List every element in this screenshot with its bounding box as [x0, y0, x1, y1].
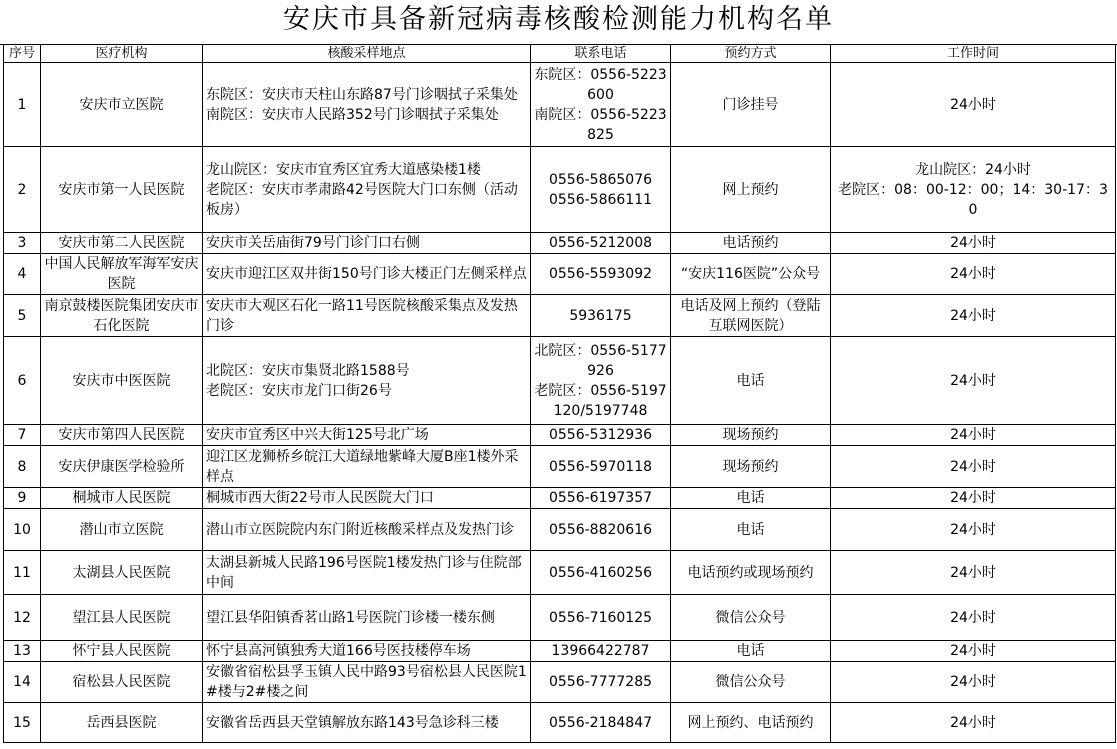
cell-site-line: 望江县华阳镇香茗山路1号医院门诊楼一楼东侧 — [206, 609, 495, 626]
cell-seq[interactable]: 6 — [4, 337, 41, 425]
cell-hours-line: 24小时 — [950, 96, 996, 113]
table-row — [4, 254, 1116, 295]
cell-phone[interactable] — [531, 425, 671, 446]
cell-site[interactable] — [203, 662, 531, 703]
cell-seq[interactable]: 1 — [4, 63, 41, 147]
cell-site-line: 安庆市宜秀区中兴大街125号北广场 — [206, 427, 429, 443]
cell-hours[interactable] — [831, 703, 1116, 743]
cell-hours[interactable] — [831, 147, 1116, 233]
cell-hours-line: 24小时 — [950, 372, 996, 389]
cell-booking[interactable]: 电话预约或现场预约 — [671, 551, 831, 595]
cell-hospital[interactable]: 怀宁县人民医院 — [41, 641, 203, 662]
cell-seq[interactable]: 3 — [4, 233, 41, 254]
cell-seq[interactable]: 7 — [4, 425, 41, 446]
cell-booking[interactable]: 电话 — [671, 488, 831, 509]
cell-phone[interactable] — [531, 147, 671, 233]
cell-phone-line: 北院区：0556-5177926 — [534, 342, 667, 379]
cell-phone[interactable] — [531, 641, 671, 662]
cell-hours[interactable] — [831, 509, 1116, 551]
cell-hospital[interactable]: 宿松县人民医院 — [41, 662, 203, 703]
cell-site-line: 迎江区龙狮桥乡皖江大道绿地紫峰大厦B座1楼外采样点 — [206, 448, 519, 485]
cell-hours-line: 24小时 — [950, 564, 996, 581]
cell-site[interactable] — [203, 254, 531, 295]
cell-phone[interactable] — [531, 703, 671, 743]
cell-booking[interactable]: 门诊挂号 — [671, 63, 831, 147]
cell-site[interactable] — [203, 63, 531, 147]
cell-hospital[interactable]: 桐城市人民医院 — [41, 488, 203, 509]
cell-hours-line: 24小时 — [950, 643, 996, 659]
cell-site[interactable] — [203, 551, 531, 595]
cell-phone[interactable] — [531, 63, 671, 147]
cell-phone[interactable] — [531, 254, 671, 295]
header-hospital[interactable]: 医疗机构 — [41, 45, 203, 63]
cell-site[interactable] — [203, 337, 531, 425]
table-row — [4, 425, 1116, 446]
cell-site-line: 龙山院区：安庆市宜秀区宜秀大道感染楼1楼 — [206, 161, 481, 178]
cell-site-line: 东院区：安庆市天柱山东路87号门诊咽拭子采集处 — [206, 86, 518, 103]
cell-site-line: 安庆市迎江区双井街150号门诊大楼正门左侧采样点 — [206, 266, 527, 282]
cell-seq[interactable]: 14 — [4, 662, 41, 703]
cell-hospital[interactable]: 岳西县医院 — [41, 703, 203, 743]
cell-site-line: 潜山市立医院院内东门附近核酸采样点及发热门诊 — [206, 521, 514, 538]
cell-booking[interactable]: “安庆116医院”公众号 — [671, 254, 831, 295]
cell-hospital[interactable]: 太湖县人民医院 — [41, 551, 203, 595]
cell-hours-line: 24小时 — [950, 714, 996, 731]
cell-phone-line: 0556-8820616 — [548, 521, 653, 538]
cell-seq[interactable]: 2 — [4, 147, 41, 233]
cell-booking[interactable]: 网上预约、电话预约 — [671, 703, 831, 743]
cell-hospital[interactable]: 南京鼓楼医院集团安庆市石化医院 — [41, 295, 203, 337]
cell-phone[interactable] — [531, 233, 671, 254]
cell-booking[interactable]: 微信公众号 — [671, 662, 831, 703]
cell-hours-line: 24小时 — [950, 490, 996, 506]
cell-booking[interactable]: 电话预约 — [671, 233, 831, 254]
cell-booking[interactable]: 现场预约 — [671, 425, 831, 446]
table-row — [4, 446, 1116, 488]
cell-site[interactable] — [203, 446, 531, 488]
cell-phone-line: 0556-5970118 — [548, 458, 653, 475]
cell-hours[interactable] — [831, 446, 1116, 488]
cell-phone[interactable] — [531, 337, 671, 425]
cell-hours-line: 24小时 — [950, 521, 996, 538]
cell-site[interactable] — [203, 147, 531, 233]
cell-site-line: 太湖县新城人民路196号医院1楼发热门诊与住院部中间 — [206, 554, 522, 591]
cell-seq[interactable]: 5 — [4, 295, 41, 337]
cell-site-line: 桐城市西大街22号市人民医院大门口 — [206, 490, 434, 506]
header-row — [4, 45, 1116, 63]
cell-phone[interactable] — [531, 295, 671, 337]
cell-hours[interactable] — [831, 425, 1116, 446]
table-row — [4, 233, 1116, 254]
table-row — [4, 295, 1116, 337]
cell-booking[interactable]: 现场预约 — [671, 446, 831, 488]
table-body — [4, 63, 1116, 743]
cell-site-line: 老院区：安庆市龙门口街26号 — [206, 382, 392, 399]
cell-phone-line: 0556-5593092 — [548, 266, 653, 282]
table-row — [4, 703, 1116, 743]
cell-phone[interactable] — [531, 446, 671, 488]
cell-site-line: 北院区：安庆市集贤北路1588号 — [206, 362, 410, 379]
cell-site[interactable] — [203, 295, 531, 337]
cell-booking[interactable]: 电话 — [671, 641, 831, 662]
cell-phone-line: 0556-5212008 — [548, 235, 653, 251]
cell-hospital[interactable]: 安庆市中医医院 — [41, 337, 203, 425]
cell-phone-line: 5936175 — [569, 307, 632, 324]
cell-phone-line: 0556-2184847 — [548, 714, 653, 731]
cell-phone-line: 0556-6197357 — [548, 490, 653, 506]
cell-phone-line: 老院区：0556-5197120/5197748 — [534, 382, 667, 419]
institution-table — [3, 44, 1116, 743]
header-hours[interactable]: 工作时间 — [831, 45, 1116, 63]
cell-hours[interactable] — [831, 662, 1116, 703]
table-row — [4, 641, 1116, 662]
cell-hours-line: 24小时 — [950, 674, 996, 690]
cell-booking[interactable]: 网上预约 — [671, 147, 831, 233]
cell-phone-line: 0556-4160256 — [548, 564, 653, 581]
cell-hours-line: 24小时 — [950, 609, 996, 626]
cell-phone[interactable] — [531, 662, 671, 703]
cell-site-line: 安庆市关岳庙街79号门诊门口右侧 — [206, 235, 420, 251]
cell-phone-line: 0556-7160125 — [548, 609, 653, 626]
cell-hours[interactable] — [831, 63, 1116, 147]
cell-hours-line: 24小时 — [950, 458, 996, 475]
cell-phone[interactable] — [531, 509, 671, 551]
cell-hospital[interactable]: 望江县人民医院 — [41, 595, 203, 641]
cell-hours[interactable] — [831, 295, 1116, 337]
header-phone[interactable]: 联系电话 — [531, 45, 671, 63]
table-row — [4, 337, 1116, 425]
cell-hours-line: 龙山院区：24小时 — [915, 161, 1031, 178]
cell-seq[interactable]: 10 — [4, 509, 41, 551]
cell-phone-line: 0556-5312936 — [548, 427, 653, 443]
cell-site-line: 安徽省岳西县天堂镇解放东路143号急诊科三楼 — [206, 714, 499, 731]
cell-seq[interactable]: 13 — [4, 641, 41, 662]
table-row — [4, 662, 1116, 703]
cell-seq[interactable]: 15 — [4, 703, 41, 743]
table-row — [4, 509, 1116, 551]
cell-phone[interactable] — [531, 595, 671, 641]
cell-hours-line: 24小时 — [950, 307, 996, 324]
cell-hours[interactable] — [831, 233, 1116, 254]
sheet-title: 安庆市具备新冠病毒核酸检测能力机构名单 — [0, 0, 1117, 45]
cell-hours[interactable] — [831, 337, 1116, 425]
cell-hours[interactable] — [831, 595, 1116, 641]
cell-booking[interactable]: 电话 — [671, 337, 831, 425]
cell-hours-line: 24小时 — [950, 235, 996, 251]
cell-site-line: 老院区：安庆市孝肃路42号医院大门口东侧（活动板房） — [206, 181, 518, 218]
cell-phone-line: 0556-5866111 — [548, 191, 653, 208]
cell-site[interactable] — [203, 595, 531, 641]
cell-site-line: 安庆市大观区石化一路11号医院核酸采集点及发热门诊 — [206, 297, 518, 334]
header-site[interactable]: 核酸采样地点 — [203, 45, 531, 63]
cell-site[interactable] — [203, 703, 531, 743]
cell-site[interactable] — [203, 425, 531, 446]
table-row — [4, 63, 1116, 147]
cell-booking[interactable]: 微信公众号 — [671, 595, 831, 641]
cell-phone[interactable] — [531, 551, 671, 595]
cell-hospital[interactable]: 安庆市第二人民医院 — [41, 233, 203, 254]
cell-hospital[interactable]: 潜山市立医院 — [41, 509, 203, 551]
cell-hours[interactable] — [831, 551, 1116, 595]
cell-phone-line: 13966422787 — [551, 643, 650, 659]
cell-booking[interactable]: 电话及网上预约（登陆互联网医院） — [671, 295, 831, 337]
cell-hospital[interactable]: 安庆伊康医学检验所 — [41, 446, 203, 488]
cell-seq[interactable]: 12 — [4, 595, 41, 641]
cell-booking[interactable]: 电话 — [671, 509, 831, 551]
cell-site[interactable] — [203, 233, 531, 254]
table-row — [4, 488, 1116, 509]
table-row — [4, 595, 1116, 641]
header-booking[interactable]: 预约方式 — [671, 45, 831, 63]
cell-seq[interactable]: 11 — [4, 551, 41, 595]
cell-seq[interactable]: 8 — [4, 446, 41, 488]
cell-hours-line: 24小时 — [950, 266, 996, 282]
cell-phone-line: 东院区：0556-5223600 — [534, 66, 667, 103]
cell-phone-line: 0556-7777285 — [548, 674, 653, 690]
cell-site[interactable] — [203, 509, 531, 551]
cell-hospital[interactable]: 安庆市第四人民医院 — [41, 425, 203, 446]
cell-hours-line: 老院区：08：00-12：00；14：30-17：30 — [838, 181, 1108, 218]
cell-phone[interactable] — [531, 488, 671, 509]
cell-hours[interactable] — [831, 641, 1116, 662]
cell-hours[interactable] — [831, 254, 1116, 295]
cell-site-line: 怀宁县高河镇独秀大道166号医技楼停车场 — [206, 643, 471, 659]
table-row — [4, 551, 1116, 595]
cell-phone-line: 南院区：0556-5223825 — [534, 106, 667, 143]
cell-seq[interactable]: 4 — [4, 254, 41, 295]
cell-phone-line: 0556-5865076 — [548, 171, 653, 188]
cell-hospital[interactable]: 安庆市立医院 — [41, 63, 203, 147]
cell-hospital[interactable]: 中国人民解放军海军安庆医院 — [41, 254, 203, 295]
cell-hours[interactable] — [831, 488, 1116, 509]
cell-site[interactable] — [203, 641, 531, 662]
cell-site-line: 安徽省宿松县孚玉镇人民中路93号宿松县人民医院1#楼与2#楼之间 — [206, 664, 527, 700]
cell-hospital[interactable]: 安庆市第一人民医院 — [41, 147, 203, 233]
cell-seq[interactable]: 9 — [4, 488, 41, 509]
cell-hours-line: 24小时 — [950, 427, 996, 443]
header-seq[interactable]: 序号 — [4, 45, 41, 63]
cell-site[interactable] — [203, 488, 531, 509]
cell-site-line: 南院区：安庆市人民路352号门诊咽拭子采集处 — [206, 106, 499, 123]
table-row — [4, 147, 1116, 233]
